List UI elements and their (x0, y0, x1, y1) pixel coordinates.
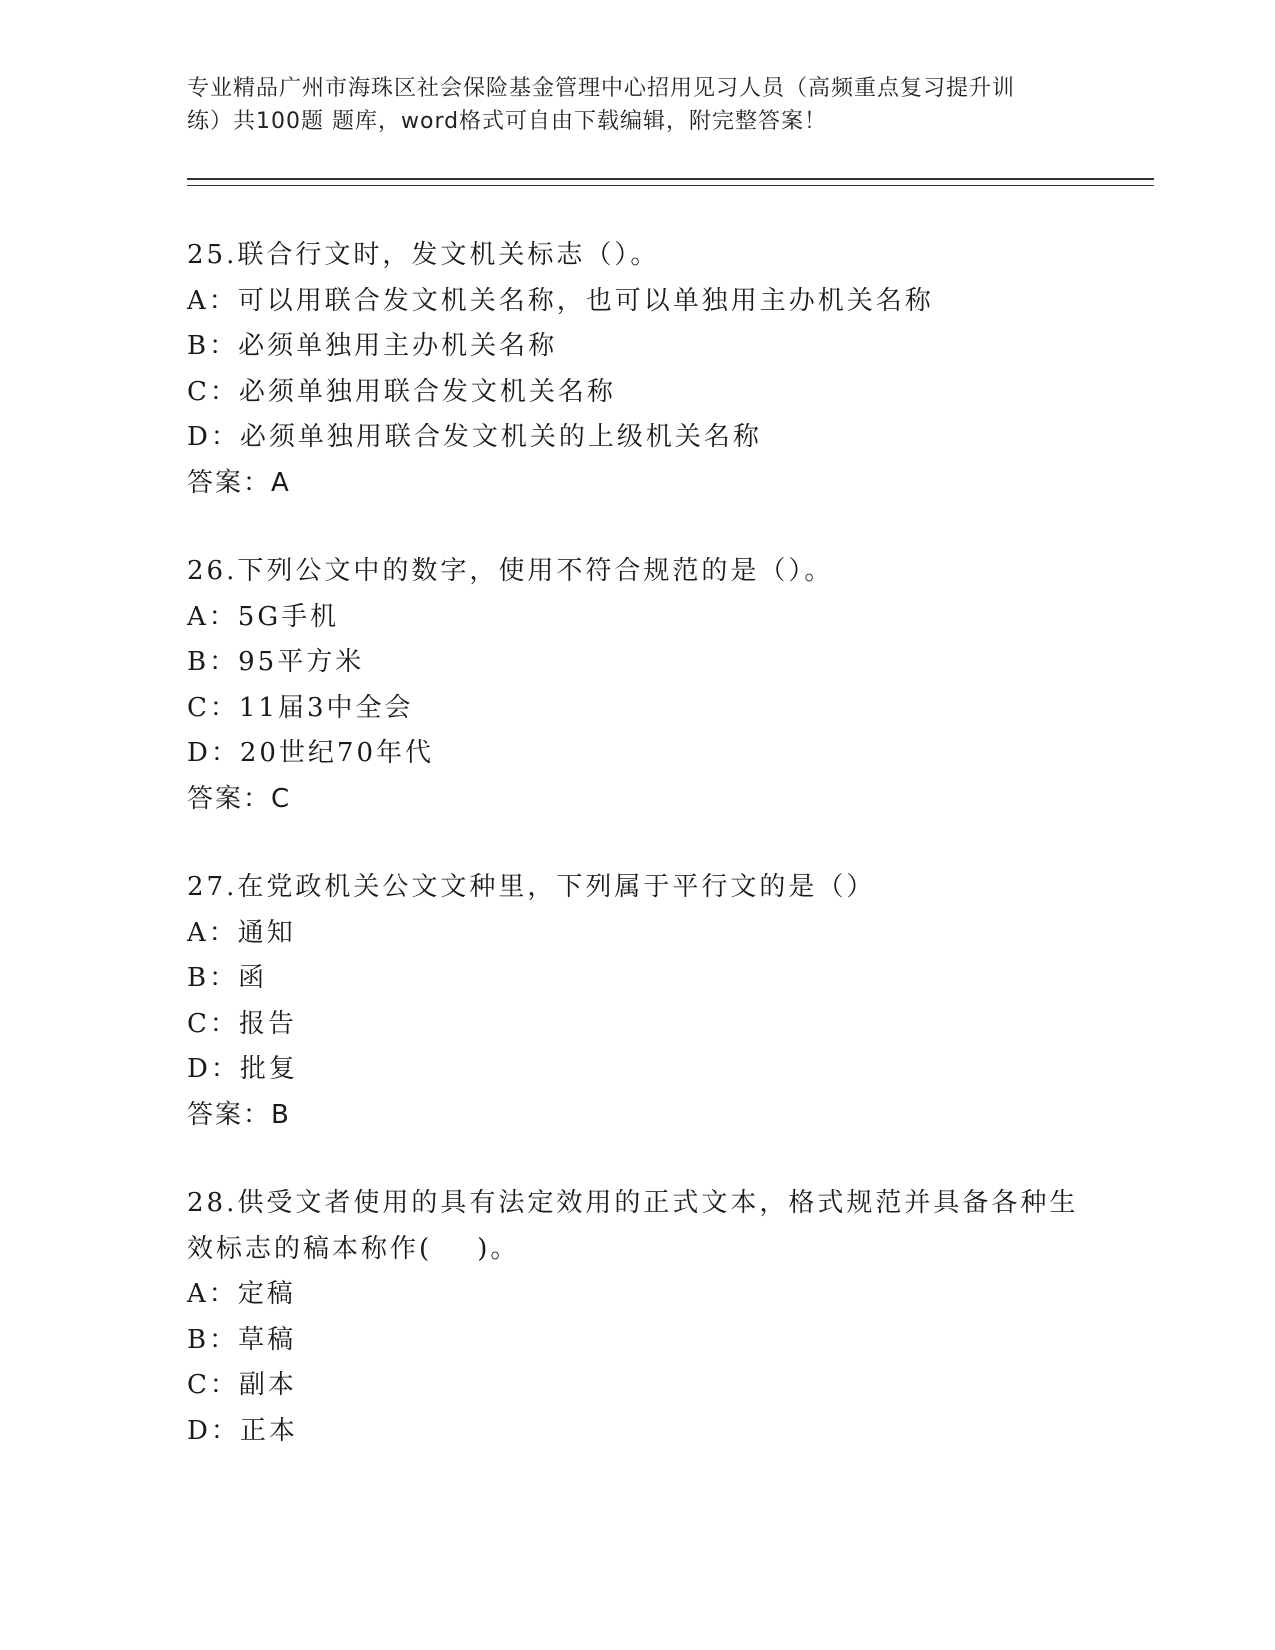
option-b: B：函 (187, 963, 268, 993)
option-a: A：定稿 (187, 1279, 296, 1309)
header-title-line-2: 练）共100题 题库，word格式可自由下载编辑，附完整答案！ (187, 109, 828, 134)
option-c: C：必须单独用联合发文机关名称 (187, 376, 616, 407)
option-a: A：可以用联合发文机关名称，也可以单独用主办机关名称 (187, 285, 934, 316)
option-d: D：20世纪70年代 (187, 738, 435, 768)
question-stem: 27.在党政机关公文文种里，下列属于平行文的是（） (187, 872, 876, 902)
option-b: B：95平方米 (187, 647, 365, 677)
option-d: D：必须单独用联合发文机关的上级机关名称 (187, 422, 762, 452)
answer: 答案：A (187, 467, 291, 498)
answer: 答案：C (187, 783, 292, 814)
answer: 答案：B (187, 1099, 291, 1130)
option-c: C：报告 (187, 1008, 297, 1039)
option-d: D：正本 (187, 1415, 298, 1446)
header-title-line-1: 专业精品广州市海珠区社会保险基金管理中心招用见习人员（高频重点复习提升训 (187, 76, 1016, 101)
question-25 (187, 233, 1127, 506)
option-b: B：必须单独用主办机关名称 (187, 331, 558, 361)
question-stem: 25.联合行文时，发文机关标志（）。 (187, 240, 660, 270)
question-stem-line-2: 效标志的稿本称作( )。 (187, 1233, 520, 1264)
option-c: C：11届3中全会 (187, 692, 414, 723)
option-a: A：通知 (187, 917, 296, 948)
question-list (187, 233, 1127, 1497)
option-a: A：5G手机 (187, 601, 340, 632)
question-stem: 26.下列公文中的数字，使用不符合规范的是（）。 (187, 556, 834, 586)
question-27 (187, 865, 1127, 1138)
page-header (187, 72, 1087, 138)
option-d: D：批复 (187, 1054, 298, 1084)
question-28 (187, 1181, 1127, 1454)
option-b: B：草稿 (187, 1324, 297, 1355)
question-stem-line-1: 28.供受文者使用的具有法定效用的正式文本，格式规范并具备各种生 (187, 1188, 1079, 1218)
option-c: C：副本 (187, 1370, 297, 1400)
question-26 (187, 549, 1127, 822)
header-divider (187, 178, 1154, 186)
